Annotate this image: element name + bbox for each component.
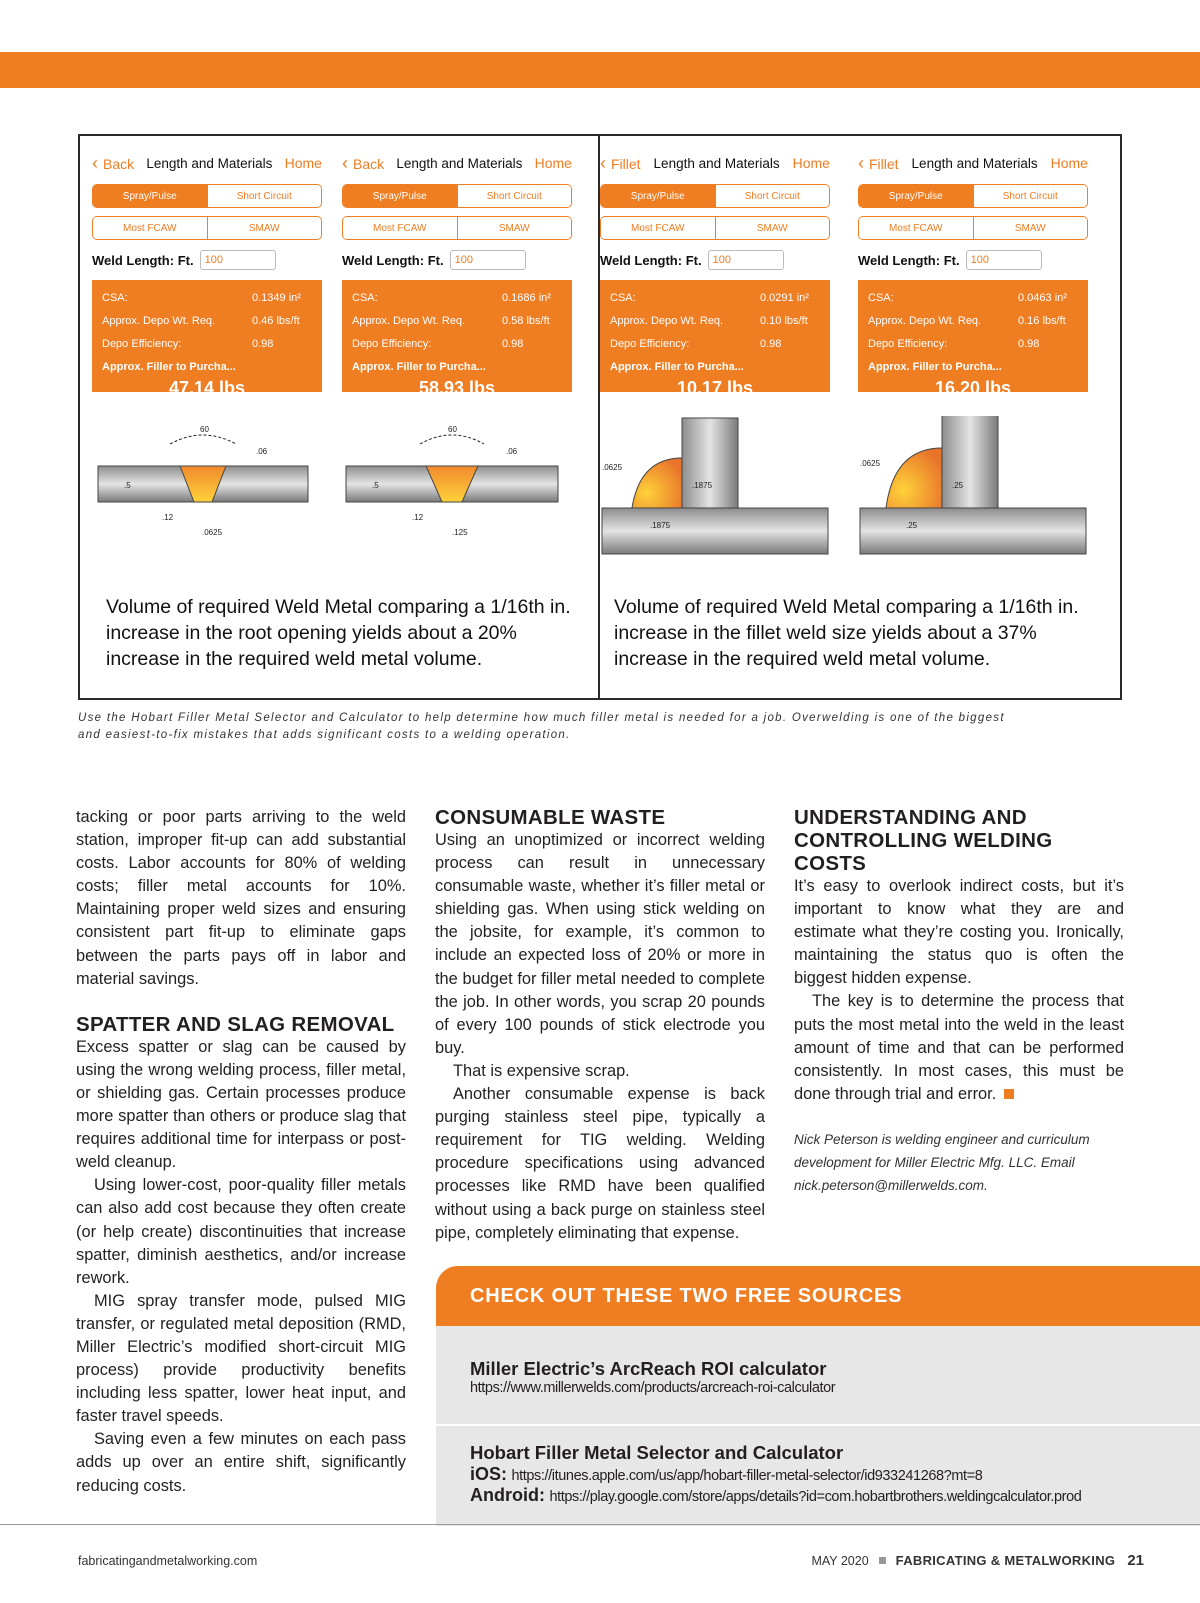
- android-label: Android:: [470, 1485, 545, 1505]
- results-box: [600, 280, 830, 398]
- fillet-weld-diagram-1: [602, 418, 828, 554]
- most-fcaw-tab[interactable]: Most FCAW: [601, 217, 715, 239]
- depo-label: Approx. Depo Wt. Req.: [610, 314, 724, 327]
- column-3: [794, 806, 1124, 1197]
- divider: [436, 1424, 1200, 1426]
- efficiency-value: 0.98: [502, 337, 524, 350]
- spray-pulse-tab[interactable]: Spray/Pulse: [343, 185, 457, 207]
- column-2: [435, 806, 765, 1245]
- heading-consumable-waste: CONSUMABLE WASTE: [435, 806, 666, 829]
- dim-angle: 60: [448, 425, 457, 434]
- dim-b: .5: [124, 481, 131, 490]
- filler-label: Approx. Filler to Purcha...: [610, 360, 744, 373]
- end-mark-icon: [1004, 1089, 1014, 1099]
- weld-length-input[interactable]: 100: [966, 250, 1042, 270]
- efficiency-label: Depo Efficiency:: [352, 337, 432, 350]
- calc-panel-3: [600, 150, 830, 398]
- figure-caption-right: Volume of required Weld Metal comparing a 1/16th in. increase in the fillet weld size yields about a 37% increase in the required weld metal volume.: [614, 596, 1079, 670]
- heading-spatter: SPATTER AND SLAG REMOVAL: [76, 1012, 395, 1036]
- weld-length-input[interactable]: 100: [708, 250, 784, 270]
- footer-right: [811, 1552, 1144, 1569]
- efficiency-value: 0.98: [1018, 337, 1040, 350]
- dim-a: .06: [506, 447, 518, 456]
- weld-length-input[interactable]: 100: [200, 250, 276, 270]
- figure-box: [78, 134, 1122, 700]
- figure-caption-left: Volume of required Weld Metal comparing a 1/16th in. increase in the root opening yields about a 20% increase in the required weld metal volume.: [106, 596, 571, 670]
- csa-label: CSA:: [868, 291, 894, 304]
- type-toggle: [858, 216, 1088, 240]
- process-toggle: [342, 184, 572, 208]
- filler-total: 47.14 lbs: [168, 378, 246, 398]
- square-icon: [879, 1557, 886, 1564]
- dim-c: .25: [906, 521, 918, 530]
- screen-title: Length and Materials: [396, 155, 523, 171]
- efficiency-label: Depo Efficiency:: [102, 337, 182, 350]
- calc-panel-1: [92, 150, 322, 398]
- depo-value: 0.16 lbs/ft: [1018, 314, 1066, 327]
- source-2: [470, 1442, 1081, 1506]
- type-toggle: [342, 216, 572, 240]
- efficiency-label: Depo Efficiency:: [610, 337, 690, 350]
- source-1-link[interactable]: https://www.millerwelds.com/products/arcreach-roi-calculator: [470, 1380, 836, 1396]
- efficiency-label: Depo Efficiency:: [868, 337, 948, 350]
- screen-title: Length and Materials: [653, 155, 780, 171]
- paragraph: [794, 990, 1124, 1105]
- type-toggle: [600, 216, 830, 240]
- dim-b: .5: [372, 481, 379, 490]
- smaw-tab[interactable]: SMAW: [207, 217, 322, 239]
- back-link[interactable]: ‹ Fillet: [858, 153, 899, 174]
- groove-weld-diagram-1: [98, 425, 308, 537]
- dim-a: .06: [256, 447, 268, 456]
- dim-b: .1875: [692, 481, 713, 490]
- depo-label: Approx. Depo Wt. Req.: [352, 314, 466, 327]
- paragraph: Another consumable expense is back purging stainless steel pipe, typically a requirement for TIG welding. Welding procedure specifications using advanced processes like RMD have been qualified without using a back purge on stainless steel pipe, completely eliminating that expense.: [435, 1085, 765, 1242]
- smaw-tab[interactable]: SMAW: [715, 217, 830, 239]
- filler-total: 58.93 lbs: [418, 378, 496, 398]
- filler-label: Approx. Filler to Purcha...: [868, 360, 1002, 373]
- dim-angle: 60: [200, 425, 209, 434]
- source-1: [470, 1358, 835, 1396]
- filler-total: 16.20 lbs: [934, 378, 1012, 398]
- paragraph: That is expensive scrap.: [453, 1061, 630, 1080]
- csa-value: 0.1349 in²: [252, 291, 301, 304]
- screen-title: Length and Materials: [911, 155, 1038, 171]
- ios-label: iOS:: [470, 1464, 508, 1484]
- weld-diagrams: [80, 416, 1120, 566]
- paragraph: MIG spray transfer mode, pulsed MIG transfer, or regulated metal deposition (RMD, Miller Electric’s modified short-circuit MIG process) provide productivity benefits including less spatter, lower heat input, and faster travel speeds.: [76, 1291, 406, 1426]
- fillet-weld-diagram-2: [860, 416, 1086, 554]
- paragraph: Excess spatter or slag can be caused by using the wrong welding process, filler metal, or shielding gas. Certain processes produce more spatter than others or produce slag that requires additional time for interpass or post-weld cleanup.: [76, 1037, 406, 1172]
- depo-label: Approx. Depo Wt. Req.: [868, 314, 982, 327]
- screen-title: Length and Materials: [146, 155, 273, 171]
- back-link[interactable]: ‹ Fillet: [600, 153, 641, 174]
- paragraph: It’s easy to overlook indirect costs, but it’s important to know what they are and estimate what they’re costing you. Ironically, maintaining the status quo is often the biggest hidden expense.: [794, 877, 1124, 988]
- footer-site: fabricatingandmetalworking.com: [78, 1554, 258, 1568]
- dim-a: .0625: [602, 463, 623, 472]
- csa-label: CSA:: [352, 291, 378, 304]
- back-link[interactable]: ‹ Back: [342, 153, 384, 174]
- paragraph-text: The key is to determine the process that puts the most metal into the weld in the least amount of time and that can be performed consistently. In most cases, this must be done through trial and error.: [794, 992, 1124, 1103]
- paragraph: tacking or poor parts arriving to the weld station, improper fit-up can add substantial costs. Labor accounts for 80% of welding costs; filler metal accounts for 10%. Maintaining proper weld sizes and ensuring consistent part fit-up to eliminate gaps between the parts pays off in labor and material savings.: [76, 808, 406, 988]
- results-box: [92, 280, 322, 398]
- spray-pulse-tab[interactable]: Spray/Pulse: [601, 185, 715, 207]
- filler-total: 10.17 lbs: [676, 378, 754, 398]
- dim-c: .12: [412, 513, 424, 522]
- efficiency-value: 0.98: [252, 337, 274, 350]
- home-link[interactable]: Home: [284, 155, 322, 171]
- csa-label: CSA:: [610, 291, 636, 304]
- home-link[interactable]: Home: [792, 155, 830, 171]
- depo-label: Approx. Depo Wt. Req.: [102, 314, 216, 327]
- paragraph: Using an unoptimized or incorrect welding process can result in unnecessary consumable waste, whether it’s filler metal or shielding gas. When using stick welding on the jobsite, for example, it’s common to include an expected loss of 20% or more in the budget for filler metal needed to complete the job. In other words, you scrap 20 pounds of every 100 pounds of stick electrode you buy.: [435, 831, 765, 1057]
- csa-value: 0.0291 in²: [760, 291, 809, 304]
- weld-length-label: Weld Length: Ft.: [600, 252, 702, 268]
- process-toggle: [600, 184, 830, 208]
- home-link[interactable]: Home: [1050, 155, 1088, 171]
- author-byline: Nick Peterson is welding engineer and curriculum development for Miller Electric Mfg. LLC. Email nick.peterson@millerwelds.com.: [794, 1131, 1090, 1193]
- short-circuit-tab[interactable]: Short Circuit: [715, 185, 830, 207]
- photo-caption: Use the Hobart Filler Metal Selector and Calculator to help determine how much filler metal is needed for a job. Overwelding is one of the biggest and easiest-to-fix mistakes that adds significant costs to a welding operation.: [78, 712, 1005, 741]
- smaw-tab[interactable]: SMAW: [457, 217, 572, 239]
- calc-panel-4: [858, 150, 1088, 398]
- home-link[interactable]: Home: [534, 155, 572, 171]
- calc-panel-2: [342, 150, 572, 398]
- csa-value: 0.0463 in²: [1018, 291, 1067, 304]
- filler-label: Approx. Filler to Purcha...: [102, 360, 236, 373]
- csa-label: CSA:: [102, 291, 128, 304]
- page-number: 21: [1127, 1552, 1144, 1569]
- dim-c: .1875: [650, 521, 671, 530]
- process-toggle: [858, 184, 1088, 208]
- weld-length-label: Weld Length: Ft.: [92, 252, 194, 268]
- depo-value: 0.46 lbs/ft: [252, 314, 300, 327]
- ios-link[interactable]: https://itunes.apple.com/us/app/hobart-filler-metal-selector/id933241268?mt=8: [511, 1468, 983, 1484]
- short-circuit-tab[interactable]: Short Circuit: [207, 185, 322, 207]
- spray-pulse-tab[interactable]: Spray/Pulse: [93, 185, 207, 207]
- free-sources-box: [436, 1266, 1200, 1526]
- dim-c: .12: [162, 513, 174, 522]
- column-1: [76, 806, 406, 1498]
- sources-body: [436, 1326, 1200, 1526]
- most-fcaw-tab[interactable]: Most FCAW: [859, 217, 973, 239]
- results-box: [342, 280, 572, 398]
- most-fcaw-tab[interactable]: Most FCAW: [93, 217, 207, 239]
- back-link[interactable]: ‹ Back: [92, 153, 134, 174]
- footer-date: MAY 2020: [811, 1553, 869, 1568]
- efficiency-value: 0.98: [760, 337, 782, 350]
- weld-length-input[interactable]: 100: [450, 250, 526, 270]
- type-toggle: [92, 216, 322, 240]
- android-link[interactable]: https://play.google.com/store/apps/details?id=com.hobartbrothers.weldingcalculator.prod: [549, 1489, 1082, 1505]
- depo-value: 0.58 lbs/ft: [502, 314, 550, 327]
- paragraph: Saving even a few minutes on each pass adds up over an entire shift, significantly reducing costs.: [76, 1430, 406, 1495]
- dim-a: .0625: [860, 459, 881, 468]
- dim-b: .25: [952, 481, 964, 490]
- results-box: [858, 280, 1088, 398]
- weld-length-label: Weld Length: Ft.: [342, 252, 444, 268]
- dim-d: .0625: [202, 528, 223, 537]
- source-2-title: Hobart Filler Metal Selector and Calculator: [470, 1442, 844, 1463]
- weld-length-label: Weld Length: Ft.: [858, 252, 960, 268]
- source-1-title: Miller Electric’s ArcReach ROI calculator: [470, 1358, 827, 1379]
- most-fcaw-tab[interactable]: Most FCAW: [343, 217, 457, 239]
- spray-pulse-tab[interactable]: Spray/Pulse: [859, 185, 973, 207]
- heading-welding-costs: UNDERSTANDING AND CONTROLLING WELDING COSTS: [794, 806, 1053, 875]
- top-accent-bar: [0, 52, 1200, 88]
- filler-label: Approx. Filler to Purcha...: [352, 360, 486, 373]
- csa-value: 0.1686 in²: [502, 291, 551, 304]
- footer-rule: [0, 1524, 1200, 1525]
- process-toggle: [92, 184, 322, 208]
- sources-heading: CHECK OUT THESE TWO FREE SOURCES: [436, 1266, 1200, 1326]
- paragraph: Using lower-cost, poor-quality filler metals can also add cost because they often create (or help create) discontinuities that increase spatter, diminish aesthetics, and/or increase rework.: [76, 1176, 406, 1287]
- smaw-tab[interactable]: SMAW: [973, 217, 1088, 239]
- groove-weld-diagram-2: [346, 425, 558, 537]
- dim-d: .125: [452, 528, 468, 537]
- footer-magazine: FABRICATING & METALWORKING: [895, 1553, 1116, 1568]
- short-circuit-tab[interactable]: Short Circuit: [457, 185, 572, 207]
- depo-value: 0.10 lbs/ft: [760, 314, 808, 327]
- short-circuit-tab[interactable]: Short Circuit: [973, 185, 1088, 207]
